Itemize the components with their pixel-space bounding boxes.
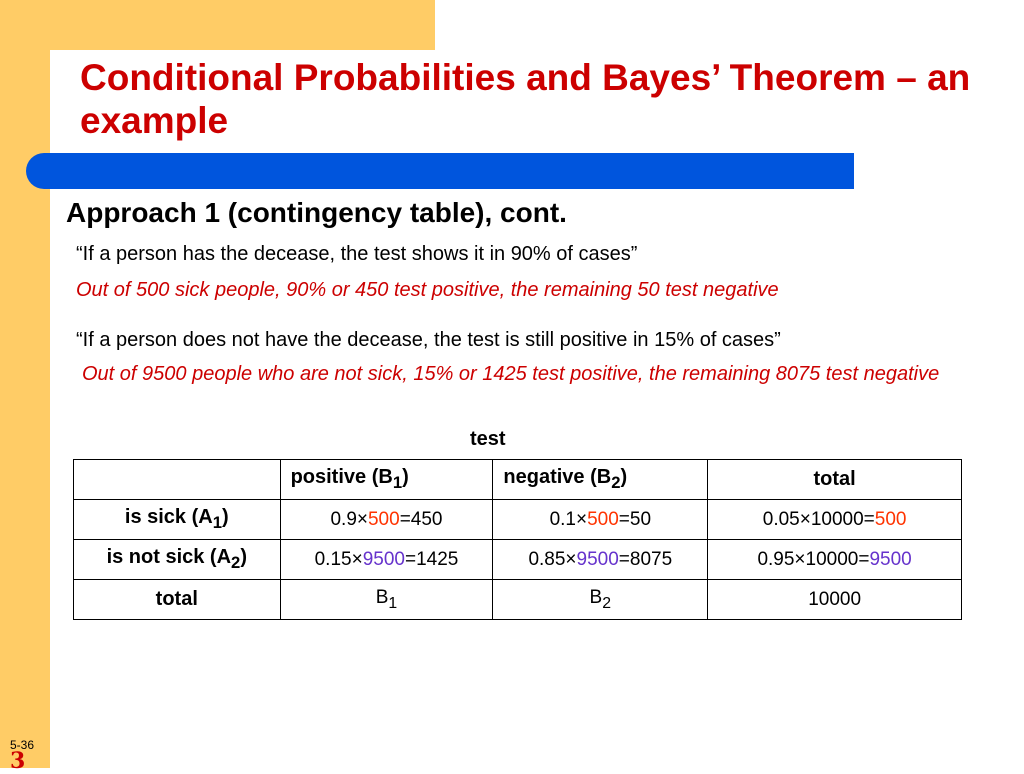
cell-not-sick-negative: 0.85×9500=8075 [493, 540, 708, 580]
cell-sick-total: 0.05×10000=500 [708, 500, 962, 540]
cell-total-negative: $B_2$ [493, 580, 708, 620]
explanation-line-1: Out of 500 sick people, 90% or 450 test positive, the remaining 50 test negative [76, 279, 779, 301]
header-negative: negative $(B_2)$ [493, 460, 708, 500]
left-frame-bar [0, 0, 50, 768]
quote-line-2: “If a person does not have the decease, the test is still positive in 15% of cases” [76, 329, 781, 351]
explanation-line-2: Out of 9500 people who are not sick, 15% or 1425 test positive, the remaining 8075 test negative [82, 363, 940, 385]
cell-not-sick-positive: 0.15×9500=1425 [280, 540, 493, 580]
top-frame-block [0, 0, 435, 50]
slide-subtitle: Approach 1 (contingency table), cont. [66, 197, 567, 228]
cell-total-total: 10000 [708, 580, 962, 620]
slide-number: 5-36 [10, 738, 35, 752]
table-row [74, 540, 962, 580]
table-row [74, 500, 962, 540]
cell-sick-negative: 0.1×500=50 [493, 500, 708, 540]
cell-sick-positive: 0.9×500=450 [280, 500, 493, 540]
quote-line-1: “If a person has the decease, the test shows it in 90% of cases” [76, 243, 638, 265]
header-positive: positive $(B_1)$ [280, 460, 493, 500]
table-header-row [74, 460, 962, 500]
table-row [74, 580, 962, 620]
header-total: total [708, 460, 962, 500]
contingency-table [73, 459, 962, 620]
row-label-total: total [74, 580, 281, 620]
row-label-not-sick: is not sick $(A_2)$ [74, 540, 281, 580]
table-label: test [470, 428, 506, 450]
title-underline-bar [26, 153, 854, 189]
header-empty-cell [74, 460, 281, 500]
row-label-sick: is sick $(A_1)$ [74, 500, 281, 540]
cell-not-sick-total: 0.95×10000=9500 [708, 540, 962, 580]
slide-title: Conditional Probabilities and Bayes’ Theorem – an example [80, 57, 971, 141]
logo-mark: 3 [10, 748, 26, 774]
cell-total-positive: $B_1$ [280, 580, 493, 620]
